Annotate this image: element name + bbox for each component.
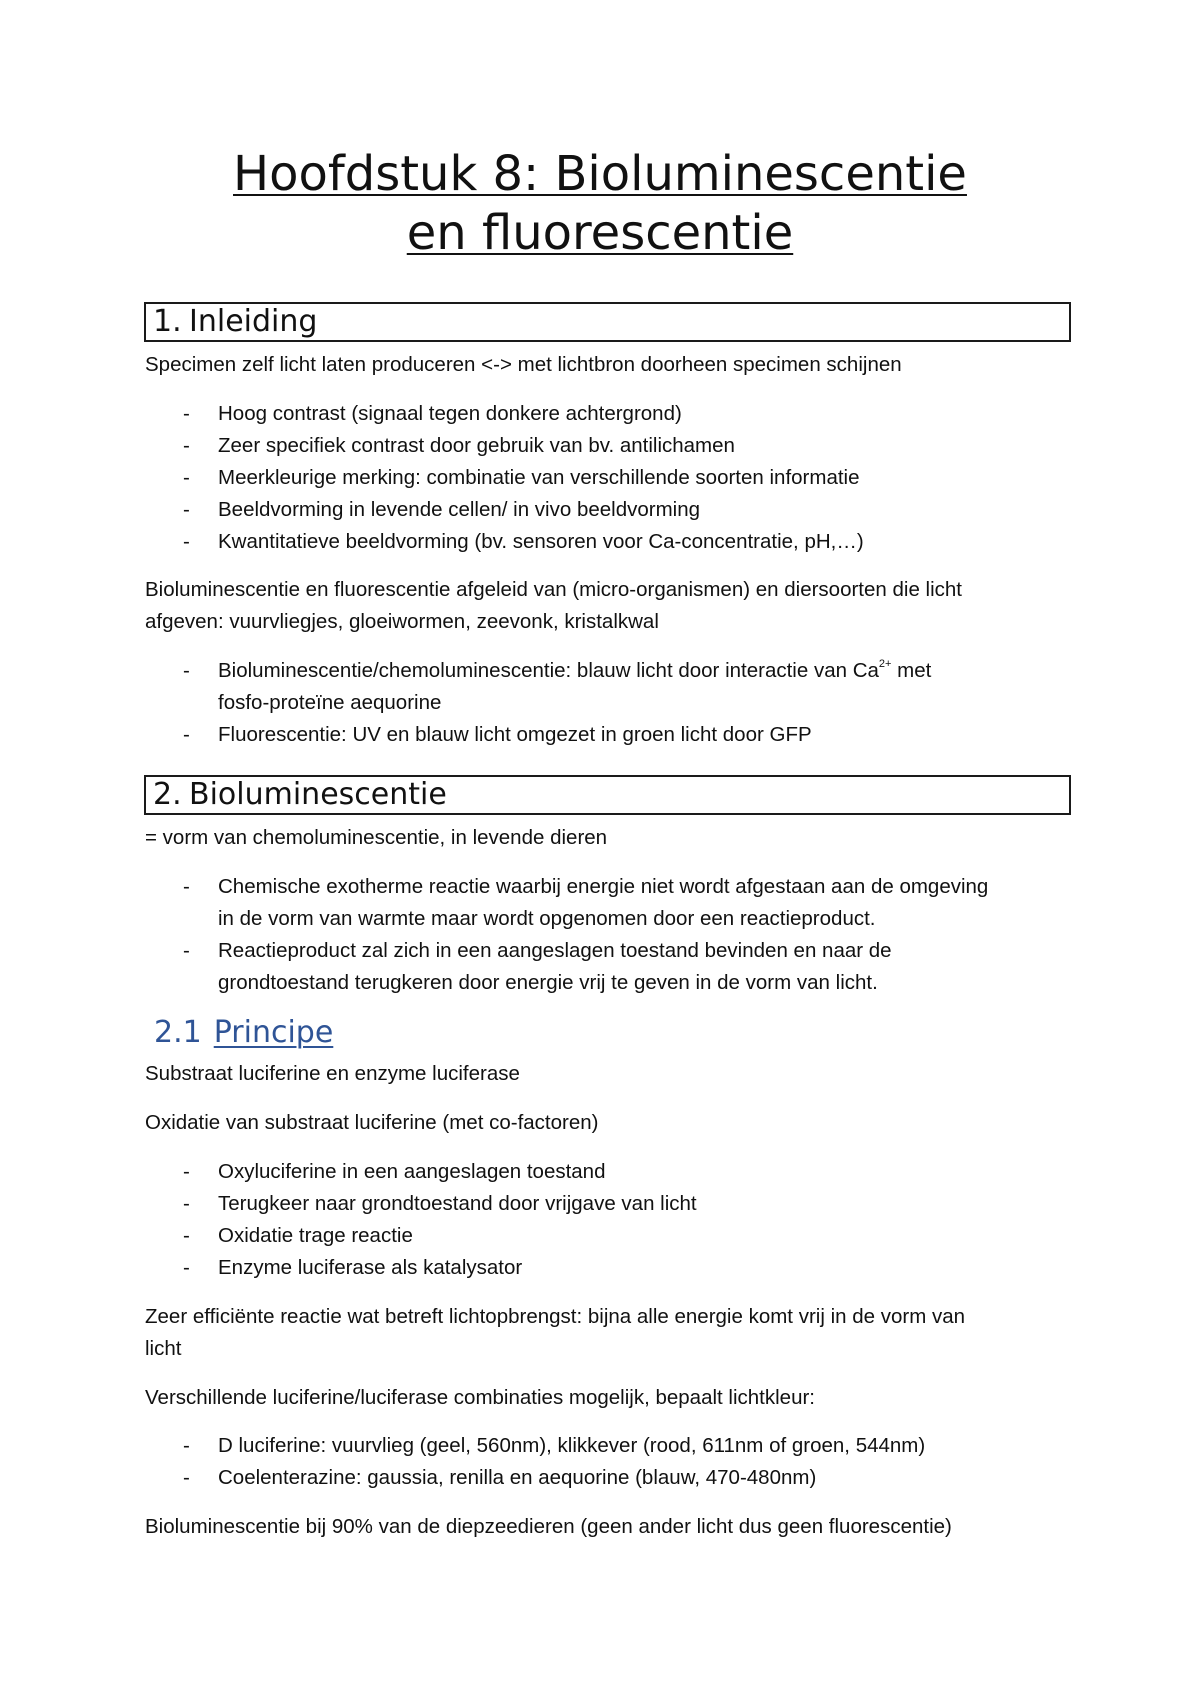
section-1-intro: Specimen zelf licht laten produceren <-> met lichtbron doorheen specimen schijnen <box>145 353 902 376</box>
list-item: - Enzyme luciferase als katalysator <box>183 1256 523 1279</box>
section-2-heading <box>144 775 1071 815</box>
list-item: - Terugkeer naar grondtoestand door vrijgave van licht <box>183 1192 697 1215</box>
page-title <box>120 145 1080 263</box>
list-item: - Fluorescentie: UV en blauw licht omgezet in groen licht door GFP <box>183 723 812 746</box>
subsection-2-1-title: Principe <box>213 1015 334 1050</box>
list-item: - Coelenterazine: gaussia, renilla en aequorine (blauw, 470-480nm) <box>183 1466 817 1489</box>
list-item: - Kwantitatieve beeldvorming (bv. sensoren voor Ca-concentratie, pH,…) <box>183 530 864 553</box>
principe-paragraph-1: Substraat luciferine en enzyme luciferase <box>145 1062 520 1085</box>
list-item: - Oxyluciferine in een aangeslagen toestand <box>183 1160 606 1183</box>
title-line-2: en fluorescentie <box>406 205 794 261</box>
section-1-bullet-list-2 <box>145 655 1075 751</box>
list-item: - Oxidatie trage reactie <box>183 1224 413 1247</box>
section-2-bullet-list <box>145 871 1075 999</box>
principe-bullet-list-2 <box>145 1430 1075 1494</box>
list-item: - D luciferine: vuurvlieg (geel, 560nm), klikkever (rood, 611nm of groen, 544nm) <box>183 1434 926 1457</box>
subsection-2-1-number: 2.1 <box>154 1015 202 1050</box>
principe-paragraph-2: Oxidatie van substraat luciferine (met co-factoren) <box>145 1111 599 1134</box>
section-2-intro: = vorm van chemoluminescentie, in levende dieren <box>145 826 608 849</box>
list-item: - Beeldvorming in levende cellen/ in vivo beeldvorming <box>183 498 701 521</box>
section-2-title: Bioluminescentie <box>189 777 447 812</box>
principe-bullet-list <box>145 1156 1075 1284</box>
principe-paragraph-4: Verschillende luciferine/luciferase combinaties mogelijk, bepaalt lichtkleur: <box>145 1386 816 1409</box>
principe-paragraph-3: Zeer efficiënte reactie wat betreft lichtopbrengst: bijna alle energie komt vrij in de vorm van licht <box>145 1305 966 1360</box>
list-item: - Chemische exotherme reactie waarbij energie niet wordt afgestaan aan de omgeving in de vorm van warmte maar wordt opgenomen door een reactieproduct. <box>183 875 989 930</box>
title-line-1: Hoofdstuk 8: Bioluminescentie <box>233 146 967 202</box>
section-1-number: 1. <box>153 304 182 339</box>
subsection-2-1-heading <box>154 1015 333 1051</box>
section-1-bullet-list <box>145 398 1075 558</box>
section-2-number: 2. <box>153 777 182 812</box>
section-1-paragraph-2: Bioluminescentie en fluorescentie afgeleid van (micro-organismen) en diersoorten die licht afgeven: vuurvliegjes, gloeiwormen, zeevonk, kristalkwal <box>145 578 963 633</box>
list-item: - Reactieproduct zal zich in een aangeslagen toestand bevinden en naar de grondtoestand terugkeren door energie vrij te geven in de vorm van licht. <box>183 939 892 994</box>
principe-paragraph-5: Bioluminescentie bij 90% van de diepzeedieren (geen ander licht dus geen fluorescentie) <box>145 1515 952 1538</box>
section-1-heading <box>144 302 1071 342</box>
list-item: - Zeer specifiek contrast door gebruik van bv. antilichamen <box>183 434 735 457</box>
list-item: - Meerkleurige merking: combinatie van verschillende soorten informatie <box>183 466 860 489</box>
list-item: - Hoog contrast (signaal tegen donkere achtergrond) <box>183 402 682 425</box>
list-item: - Bioluminescentie/chemoluminescentie: blauw licht door interactie van $Ca^{2+}$ met fosfo-proteïne aequorine <box>183 658 932 714</box>
section-1-title: Inleiding <box>189 304 318 339</box>
